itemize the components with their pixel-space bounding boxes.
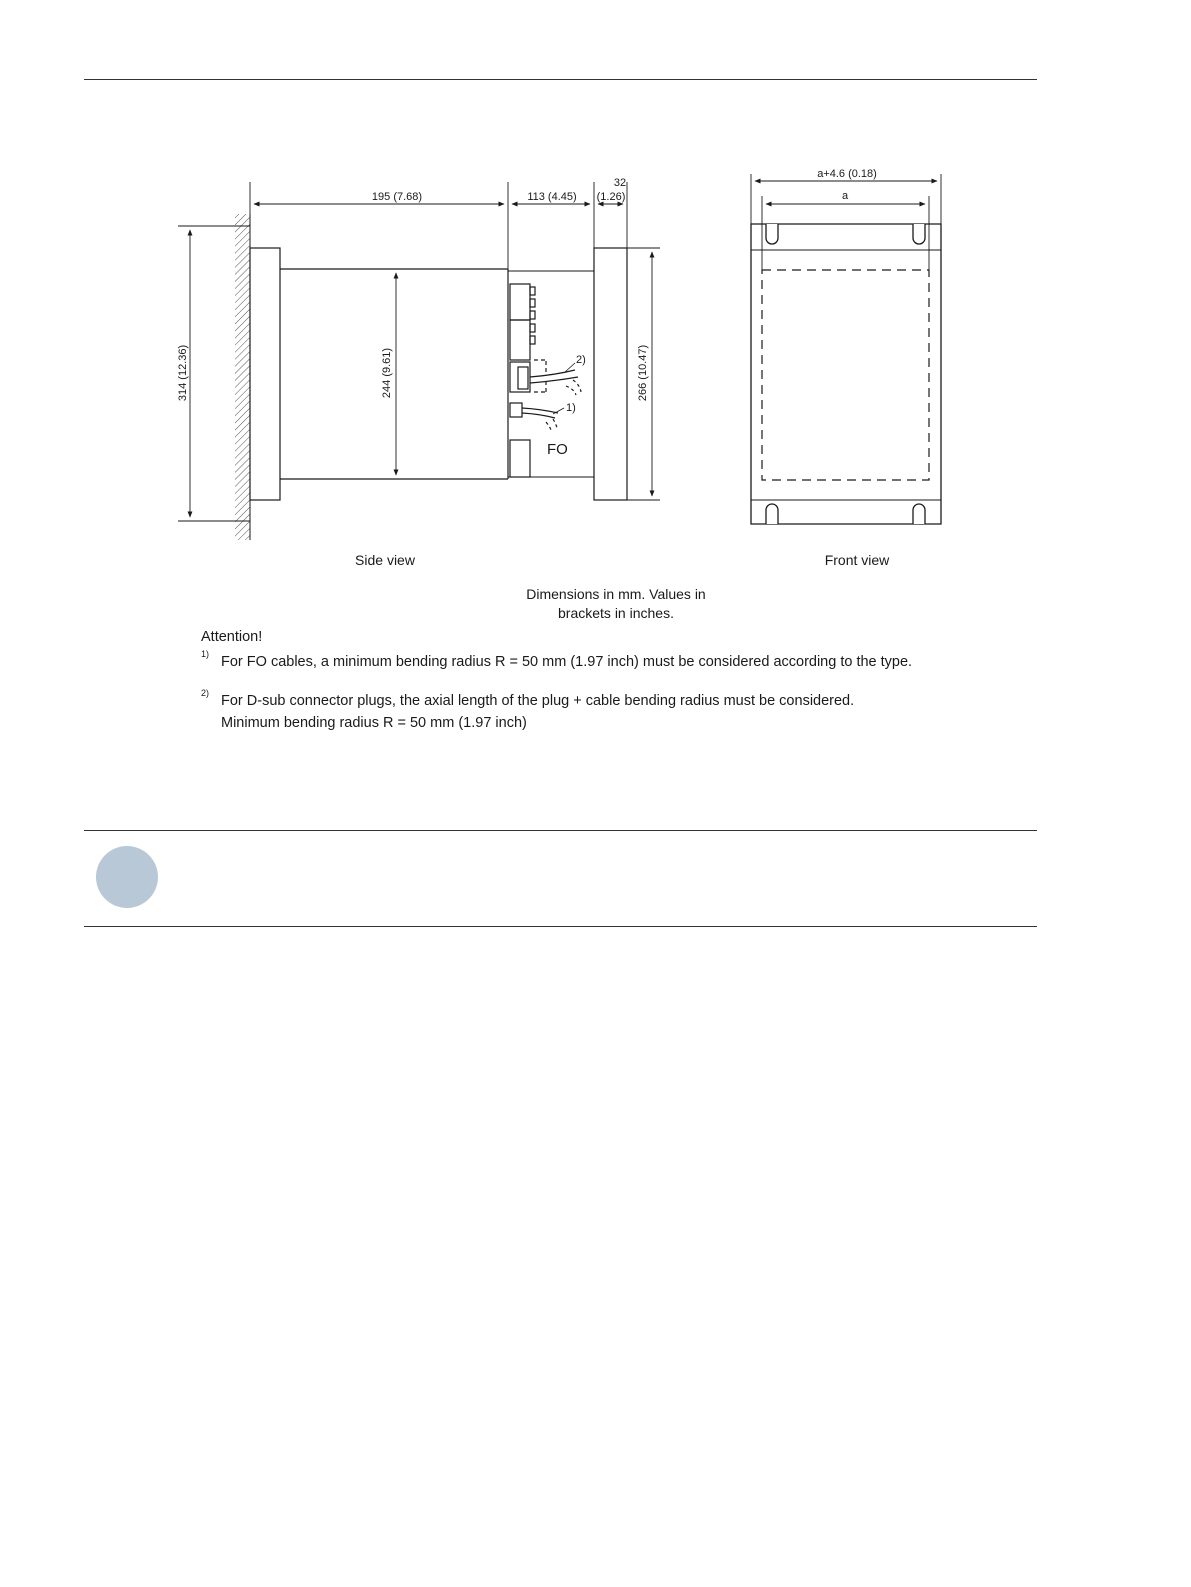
dim-195: 195 (7.68) (371, 191, 423, 203)
caption-line-2: brackets in inches. (558, 605, 674, 621)
dim-244: 244 (9.61) (381, 347, 393, 399)
caption-line-1: Dimensions in mm. Values in (526, 586, 706, 602)
rear-clearance (594, 248, 627, 500)
note-2-line-1: For D-sub connector plugs, the axial length of the plug + cable bending radius must be considered. (221, 693, 855, 709)
note-1-text: For FO cables, a minimum bending radius R = 50 mm (1.97 inch) must be considered according to the type. (221, 654, 913, 670)
connector-block-2 (510, 320, 530, 360)
side-view-drawing (235, 214, 627, 540)
attention-heading: Attention! (201, 629, 263, 645)
dim-126: (1.26) (596, 191, 626, 203)
dim-32: 32 (613, 177, 627, 189)
dim-front-inner: a (841, 190, 849, 202)
marker-1: 1) (566, 402, 576, 414)
front-view-dimensions (751, 174, 941, 270)
note-2-sup: 2) (201, 688, 210, 698)
connector-block-1 (510, 284, 530, 320)
marker-2: 2) (576, 354, 586, 366)
front-view-label: Front view (824, 552, 890, 568)
info-rule-bottom (84, 926, 1037, 927)
fo-label: FO (547, 441, 568, 458)
dim-314: 314 (12.36) (177, 344, 189, 402)
info-rule-top (84, 830, 1037, 831)
fo-connector (510, 403, 522, 417)
note-2-line-2: Minimum bending radius R = 50 mm (1.97 inch) (221, 715, 527, 731)
info-icon (96, 846, 158, 908)
note-1-sup: 1) (201, 649, 210, 659)
dim-266: 266 (10.47) (637, 344, 649, 402)
front-view-drawing (751, 224, 941, 524)
dim-front-outer: a+4.6 (0.18) (817, 168, 877, 180)
front-panel (250, 248, 280, 500)
dimension-drawing (0, 0, 1191, 760)
wall-hatch (235, 214, 250, 540)
side-view-label: Side view (355, 552, 415, 568)
dim-113: 113 (4.45) (527, 191, 577, 203)
front-cutout (762, 270, 929, 480)
connector-block-3 (510, 440, 530, 477)
